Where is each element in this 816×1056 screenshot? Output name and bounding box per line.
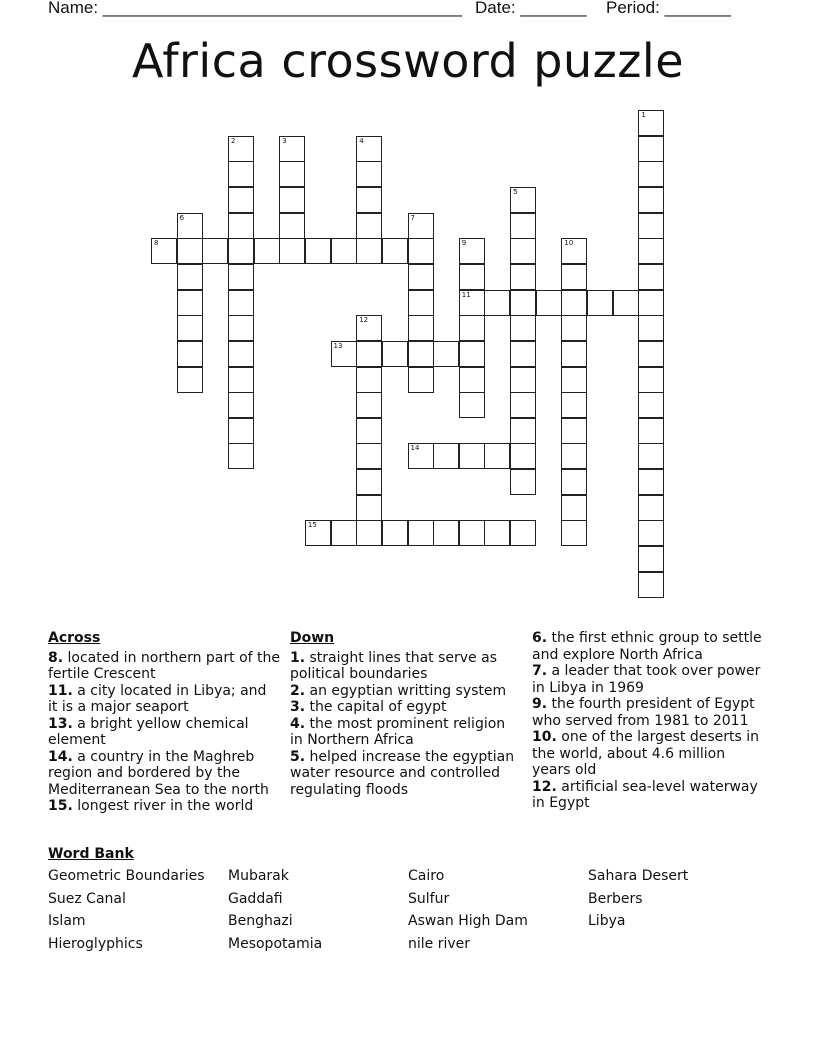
clue-down-12: 12. artificial sea-level waterway in Egypt — [532, 778, 758, 811]
crossword-cell[interactable] — [638, 418, 664, 444]
crossword-cell[interactable] — [638, 213, 664, 239]
crossword-cell[interactable] — [228, 213, 254, 239]
crossword-cell[interactable] — [459, 290, 485, 316]
crossword-cell[interactable] — [638, 367, 664, 393]
down-heading: Down — [290, 630, 335, 646]
crossword-cell[interactable] — [510, 418, 536, 444]
clue-number: 4 — [359, 136, 364, 145]
crossword-cell[interactable] — [305, 520, 331, 546]
crossword-cell[interactable] — [228, 367, 254, 393]
crossword-cell[interactable] — [459, 264, 485, 290]
crossword-cell[interactable] — [177, 367, 203, 393]
crossword-cell[interactable] — [177, 315, 203, 341]
clue-down-3: 3. the capital of egypt — [290, 699, 447, 715]
crossword-cell[interactable] — [279, 136, 305, 162]
crossword-cell[interactable] — [561, 469, 587, 495]
crossword-cell[interactable] — [510, 187, 536, 213]
clue-across-15: 15. longest river in the world — [48, 798, 254, 814]
crossword-cell[interactable] — [228, 341, 254, 367]
crossword-cell[interactable] — [228, 315, 254, 341]
crossword-cell[interactable] — [638, 469, 664, 495]
across-clues — [48, 630, 280, 815]
clue-down-10: 10. one of the largest deserts in the world, about 4.6 million years old — [532, 729, 760, 778]
crossword-cell[interactable] — [279, 213, 305, 239]
crossword-cell[interactable] — [228, 392, 254, 418]
crossword-cell[interactable] — [433, 520, 459, 546]
clue-number: 7 — [410, 213, 415, 222]
crossword-cell[interactable] — [177, 213, 203, 239]
word-bank-item: Benghazi — [228, 913, 293, 929]
crossword-cell[interactable] — [638, 136, 664, 162]
clue-down-9: 9. the fourth president of Egypt who served from 1981 to 2011 — [532, 696, 755, 729]
crossword-cell[interactable] — [356, 315, 382, 341]
crossword-cell[interactable] — [177, 264, 203, 290]
crossword-cell[interactable] — [408, 290, 434, 316]
clue-number: 12 — [359, 316, 369, 325]
crossword-cell[interactable] — [202, 238, 228, 264]
crossword-cell[interactable] — [331, 520, 357, 546]
crossword-cell[interactable] — [177, 341, 203, 367]
crossword-cell[interactable] — [510, 341, 536, 367]
clue-across-8: 8. located in northern part of the fertile Crescent — [48, 649, 280, 682]
crossword-cell[interactable] — [151, 238, 177, 264]
crossword-cell[interactable] — [228, 264, 254, 290]
crossword-cell[interactable] — [561, 392, 587, 418]
crossword-cell[interactable] — [638, 341, 664, 367]
crossword-cell[interactable] — [382, 341, 408, 367]
crossword-cell[interactable] — [177, 290, 203, 316]
clue-number: 8 — [154, 239, 159, 248]
crossword-cell[interactable] — [356, 392, 382, 418]
crossword-cell[interactable] — [510, 264, 536, 290]
clue-number: 10 — [564, 239, 574, 248]
crossword-cell[interactable] — [510, 213, 536, 239]
crossword-cell[interactable] — [561, 290, 587, 316]
across-heading: Across — [48, 630, 101, 646]
clue-number: 13 — [333, 341, 343, 350]
crossword-cell[interactable] — [459, 238, 485, 264]
crossword-cell[interactable] — [331, 238, 357, 264]
clue-down-6: 6. the first ethnic group to settle and explore North Africa — [532, 630, 762, 663]
clue-down-4: 4. the most prominent religion in Northern Africa — [290, 715, 506, 748]
crossword-cell[interactable] — [356, 187, 382, 213]
crossword-cell[interactable] — [228, 238, 254, 264]
clue-number: 14 — [410, 444, 420, 453]
crossword-cell[interactable] — [279, 187, 305, 213]
crossword-cell[interactable] — [356, 136, 382, 162]
crossword-cell[interactable] — [433, 443, 459, 469]
crossword-cell[interactable] — [638, 443, 664, 469]
crossword-cell[interactable] — [408, 264, 434, 290]
crossword-cell[interactable] — [638, 315, 664, 341]
crossword-cell[interactable] — [638, 520, 664, 546]
crossword-cell[interactable] — [536, 290, 562, 316]
crossword-cell[interactable] — [638, 572, 664, 598]
word-bank-item: Sulfur — [408, 891, 450, 907]
crossword-cell[interactable] — [638, 110, 664, 136]
crossword-cell[interactable] — [356, 341, 382, 367]
crossword-cell[interactable] — [638, 161, 664, 187]
crossword-cell[interactable] — [510, 443, 536, 469]
crossword-cell[interactable] — [459, 315, 485, 341]
word-bank-item: Suez Canal — [48, 891, 126, 907]
word-bank-item: Berbers — [588, 891, 643, 907]
crossword-cell[interactable] — [638, 546, 664, 572]
clue-across-13: 13. a bright yellow chemical element — [48, 715, 249, 748]
clue-down-1: 1. straight lines that serve as political boundaries — [290, 649, 497, 682]
crossword-cell[interactable] — [510, 520, 536, 546]
crossword-cell[interactable] — [561, 315, 587, 341]
crossword-cell[interactable] — [356, 238, 382, 264]
crossword-cell[interactable] — [510, 315, 536, 341]
crossword-cell[interactable] — [510, 392, 536, 418]
word-bank-item: Islam — [48, 913, 86, 929]
crossword-cell[interactable] — [587, 290, 613, 316]
down-clues — [290, 630, 515, 798]
word-bank-item: Sahara Desert — [588, 868, 689, 884]
clue-down-7: 7. a leader that took over power in Libya in 1969 — [532, 663, 761, 696]
crossword-cell[interactable] — [638, 238, 664, 264]
crossword-cell[interactable] — [356, 418, 382, 444]
crossword-cell[interactable] — [228, 418, 254, 444]
crossword-cell[interactable] — [459, 367, 485, 393]
crossword-cell[interactable] — [408, 443, 434, 469]
crossword-cell[interactable] — [356, 367, 382, 393]
crossword-cell[interactable] — [561, 264, 587, 290]
word-bank-heading: Word Bank — [48, 846, 134, 862]
clue-down-5: 5. helped increase the egyptian water resource and controlled regulating floods — [290, 748, 515, 798]
period-field[interactable]: Period: _______ — [606, 0, 731, 17]
crossword-cell[interactable] — [356, 520, 382, 546]
crossword-cell[interactable] — [459, 392, 485, 418]
word-bank-item: Libya — [588, 913, 626, 929]
word-bank-item: Mesopotamia — [228, 936, 323, 952]
crossword-cell[interactable] — [331, 341, 357, 367]
date-field[interactable]: Date: _______ — [475, 0, 587, 17]
word-bank-item: Hieroglyphics — [48, 936, 143, 952]
crossword-cell[interactable] — [408, 520, 434, 546]
crossword-cell[interactable] — [484, 443, 510, 469]
crossword-cell[interactable] — [613, 290, 639, 316]
page-title: Africa crossword puzzle — [132, 34, 684, 88]
word-bank-item: Geometric Boundaries — [48, 868, 205, 884]
crossword-cell[interactable] — [510, 238, 536, 264]
crossword-cell[interactable] — [638, 495, 664, 521]
crossword-cell[interactable] — [561, 341, 587, 367]
crossword-cell[interactable] — [408, 315, 434, 341]
clue-number: 15 — [307, 521, 317, 530]
crossword-cell[interactable] — [228, 443, 254, 469]
crossword-cell[interactable] — [638, 290, 664, 316]
clue-across-14: 14. a country in the Maghreb region and bordered by the Mediterranean Sea to the north — [48, 748, 269, 798]
name-field[interactable]: Name: ______________________________________ — [48, 0, 463, 17]
crossword-cell[interactable] — [408, 367, 434, 393]
crossword-cell[interactable] — [459, 443, 485, 469]
word-bank-item: Cairo — [408, 868, 445, 884]
crossword-cell[interactable] — [510, 367, 536, 393]
crossword-cell[interactable] — [484, 520, 510, 546]
crossword-cell[interactable] — [561, 238, 587, 264]
clue-number: 5 — [513, 187, 518, 196]
crossword-cell[interactable] — [561, 418, 587, 444]
crossword-cell[interactable] — [228, 187, 254, 213]
crossword-cell[interactable] — [510, 469, 536, 495]
clue-across-11: 11. a city located in Libya; and it is a major seaport — [48, 682, 267, 715]
crossword-cell[interactable] — [484, 290, 510, 316]
crossword-cell[interactable] — [356, 443, 382, 469]
crossword-cell[interactable] — [382, 520, 408, 546]
word-bank-item: nile river — [408, 936, 471, 952]
crossword-cell[interactable] — [228, 290, 254, 316]
clue-number: 1 — [641, 111, 646, 119]
crossword-cell[interactable] — [408, 213, 434, 239]
crossword-cell[interactable] — [356, 161, 382, 187]
clue-number: 9 — [461, 239, 467, 248]
crossword-cell[interactable] — [279, 161, 305, 187]
crossword-cell[interactable] — [510, 290, 536, 316]
clue-number: 2 — [230, 136, 236, 145]
crossword-cell[interactable] — [356, 495, 382, 521]
word-bank-item: Mubarak — [228, 868, 289, 884]
crossword-cell[interactable] — [356, 213, 382, 239]
crossword-cell[interactable] — [459, 341, 485, 367]
crossword-cell[interactable] — [279, 238, 305, 264]
crossword-cell[interactable] — [433, 341, 459, 367]
crossword-cell[interactable] — [408, 341, 434, 367]
clue-number: 11 — [461, 290, 471, 299]
crossword-cell[interactable] — [356, 469, 382, 495]
clue-number: 6 — [179, 213, 185, 222]
crossword-cell[interactable] — [459, 520, 485, 546]
crossword-cell[interactable] — [638, 187, 664, 213]
clue-down-2: 2. an egyptian writting system — [290, 682, 507, 699]
crossword-cell[interactable] — [561, 367, 587, 393]
crossword-cell[interactable] — [228, 161, 254, 187]
crossword-cell[interactable] — [561, 495, 587, 521]
down-clues-continued — [532, 630, 768, 812]
clue-number: 3 — [282, 136, 287, 145]
word-bank-item: Gaddafi — [228, 891, 283, 907]
crossword-cell[interactable] — [561, 443, 587, 469]
crossword-cell[interactable] — [561, 520, 587, 546]
crossword-cell[interactable] — [638, 392, 664, 418]
crossword-cell[interactable] — [254, 238, 280, 264]
crossword-cell[interactable] — [408, 238, 434, 264]
crossword-cell[interactable] — [177, 238, 203, 264]
crossword-cell[interactable] — [638, 264, 664, 290]
crossword-cell[interactable] — [228, 136, 254, 162]
crossword-cell[interactable] — [305, 238, 331, 264]
word-bank-item: Aswan High Dam — [408, 913, 528, 929]
crossword-cell[interactable] — [382, 238, 408, 264]
